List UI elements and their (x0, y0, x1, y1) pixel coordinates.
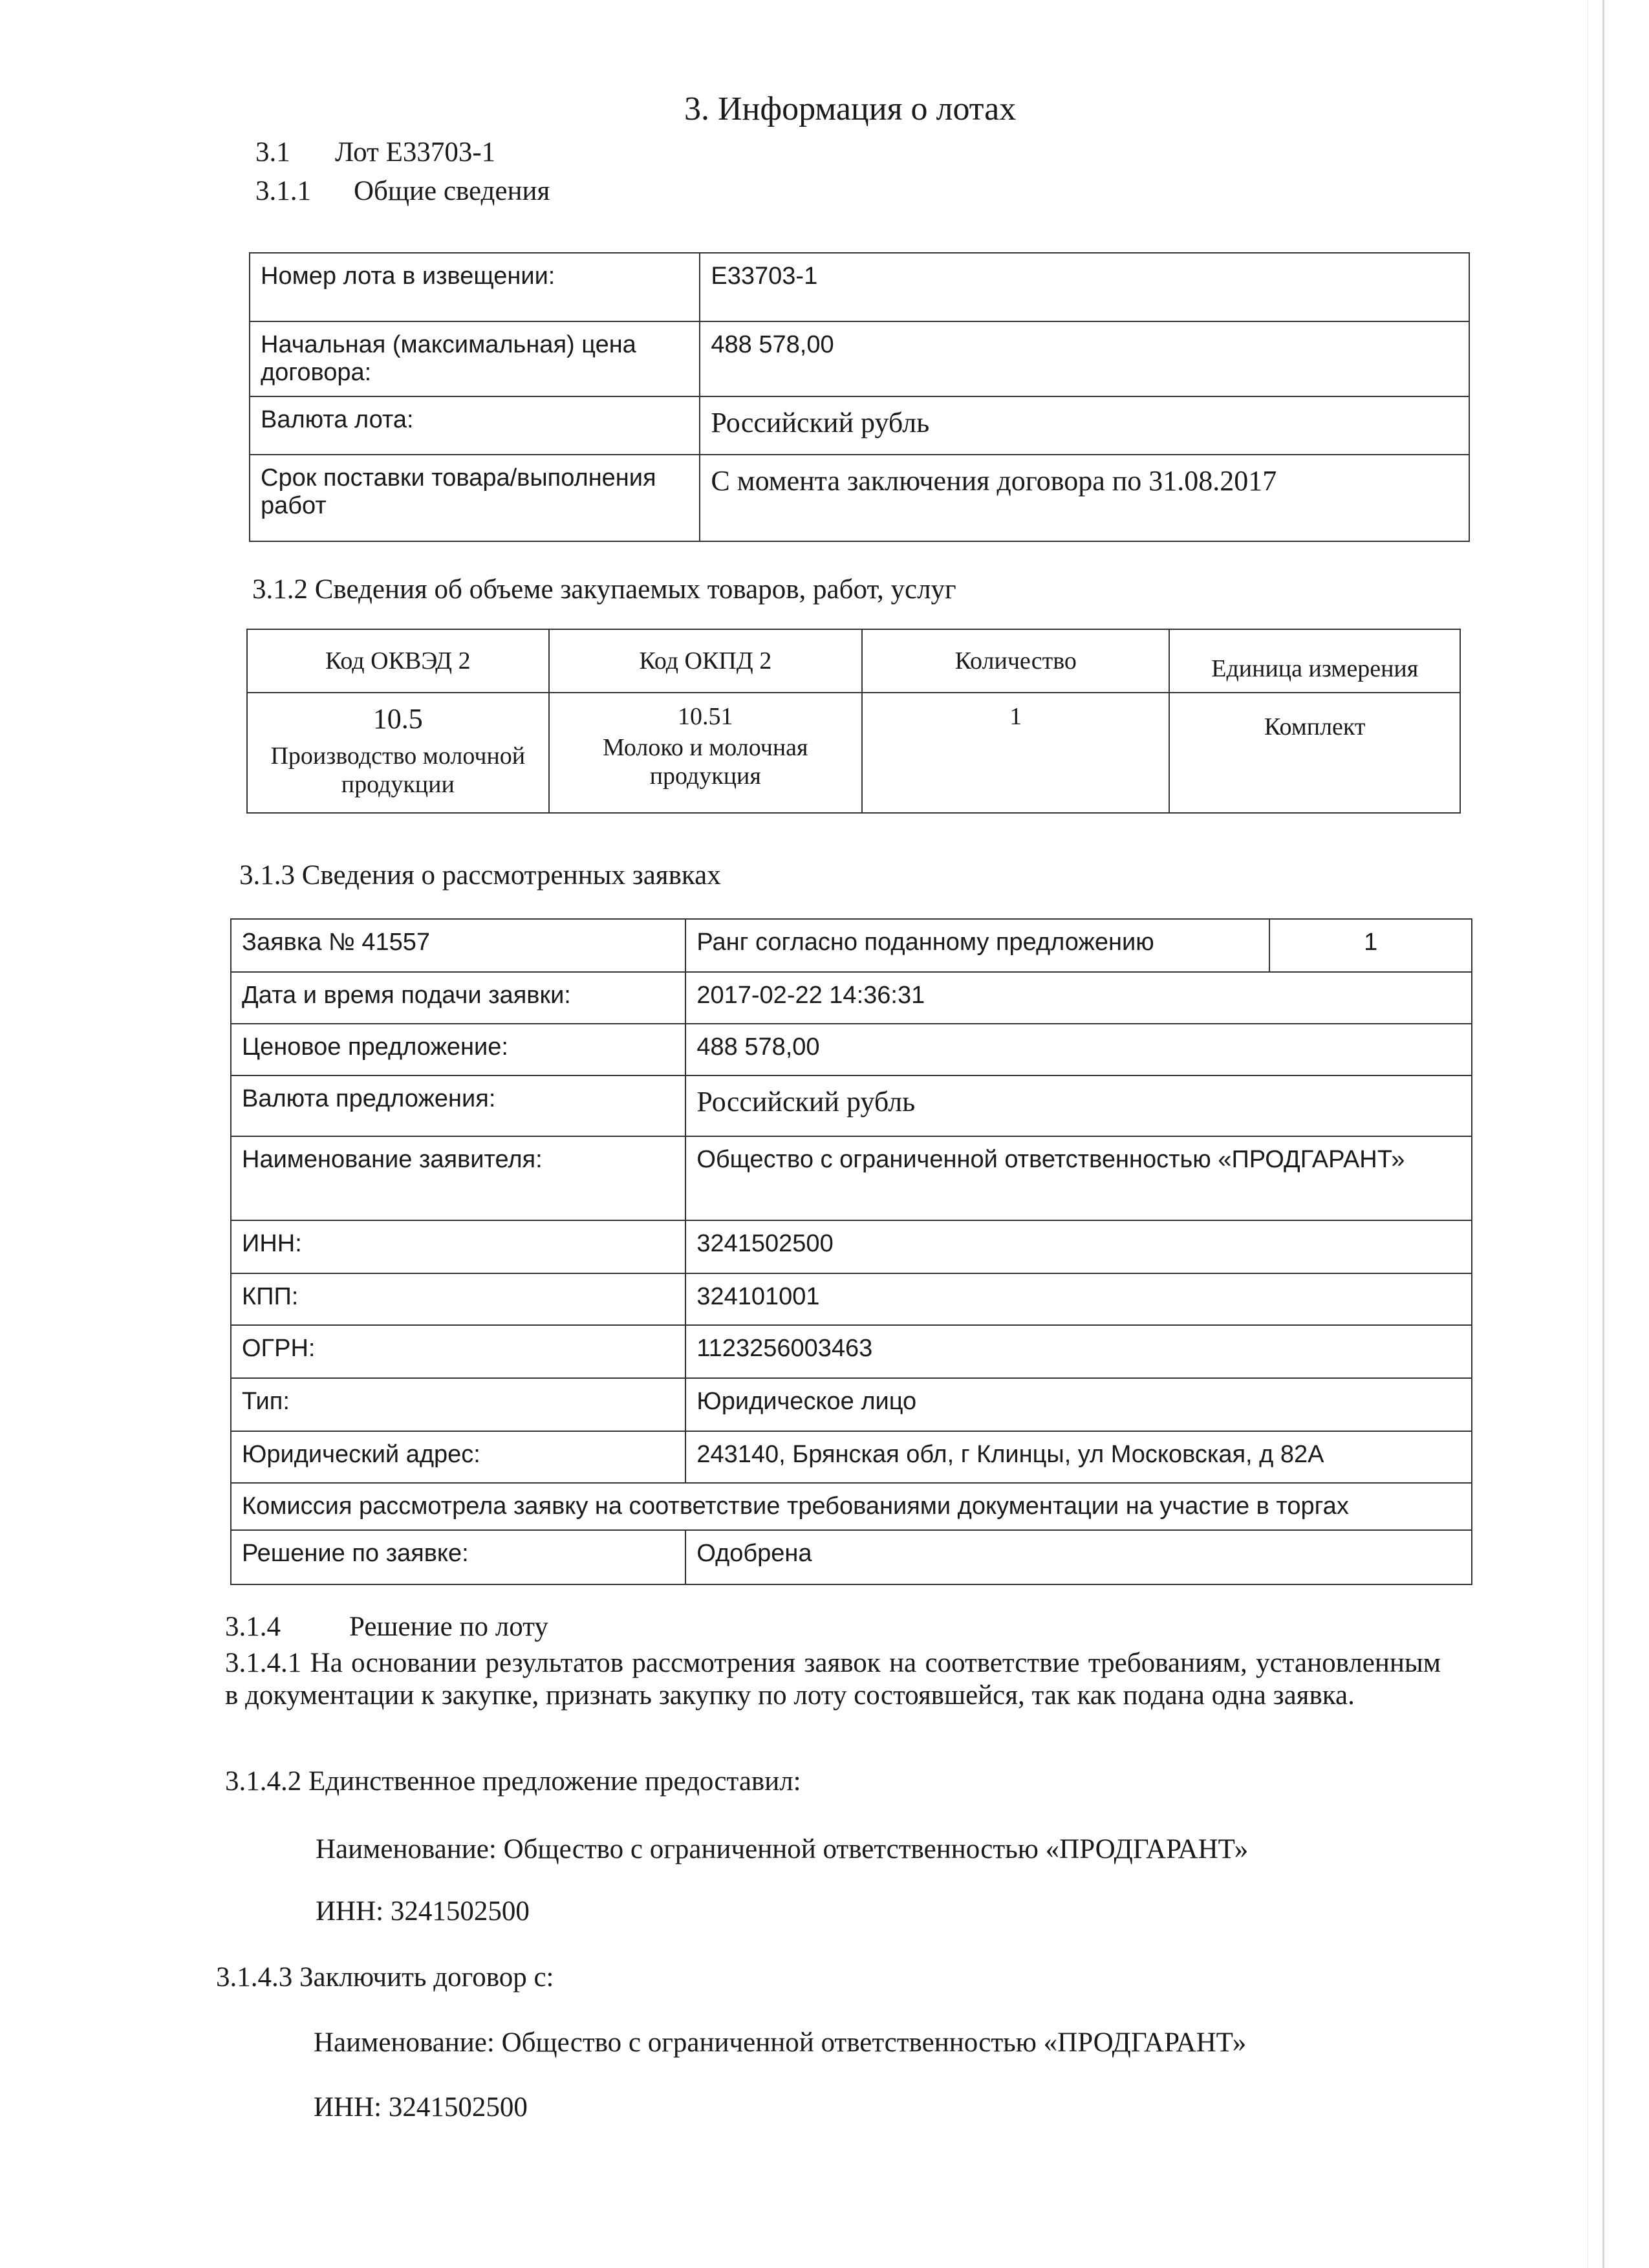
legal-address-label: Юридический адрес: (231, 1431, 685, 1483)
lot-currency-label: Валюта лота: (250, 396, 700, 455)
lot-number-label: Номер лота в извещении: (250, 253, 700, 321)
delivery-term-label: Срок поставки товара/выполнения работ (250, 455, 700, 541)
max-price-label: Начальная (максимальная) цена договора: (250, 321, 700, 396)
quantity-value: 1 (862, 693, 1169, 813)
okpd-name: Молоко и молочная продукция (603, 734, 808, 790)
decision-2-name: Наименование: Общество с ограниченной ответственностью «ПРОДГАРАНТ» (316, 1834, 1249, 1864)
scan-edge (1602, 0, 1604, 2268)
ogrn-value: 1123256003463 (685, 1325, 1472, 1378)
delivery-term-value: С момента заключения договора по 31.08.2017 (700, 455, 1469, 541)
max-price-value: 488 578,00 (700, 321, 1469, 396)
volume-table (246, 629, 1461, 814)
table-row (250, 455, 1469, 541)
unit-value: Комплект (1169, 693, 1460, 813)
kpp-label: КПП: (231, 1273, 685, 1325)
table-row (231, 1483, 1472, 1530)
decision-heading-text: Решение по лоту (349, 1612, 548, 1642)
table-row (231, 1325, 1472, 1378)
volume-heading: 3.1.2 Сведения об объеме закупаемых товаров, работ, услуг (252, 574, 956, 605)
submit-date-label: Дата и время подачи заявки: (231, 972, 685, 1024)
general-info-table (249, 252, 1470, 542)
general-heading-text: Общие сведения (354, 176, 550, 206)
lot-currency-value: Российский рубль (700, 396, 1469, 455)
table-row (231, 1220, 1472, 1273)
table-row (250, 321, 1469, 396)
decision-value: Одобрена (685, 1530, 1472, 1584)
decision-3-name: Наименование: Общество с ограниченной ответственностью «ПРОДГАРАНТ» (314, 2027, 1247, 2058)
kpp-value: 324101001 (685, 1273, 1472, 1325)
lot-heading-text: Лот Е33703-1 (335, 137, 496, 167)
general-heading-number: 3.1.1 (255, 176, 311, 206)
decision-2-heading: 3.1.4.2 Единственное предложение предоставил: (225, 1766, 801, 1797)
applicant-name-value: Общество с ограниченной ответственностью «ПРОДГАРАНТ» (685, 1136, 1472, 1220)
table-row (231, 919, 1472, 972)
submit-date-value: 2017-02-22 14:36:31 (685, 972, 1472, 1024)
okpd-header: Код ОКПД 2 (549, 629, 862, 693)
decision-3-heading: 3.1.4.3 Заключить договор с: (216, 1962, 554, 1993)
table-row (231, 1024, 1472, 1075)
table-row (250, 253, 1469, 321)
applicant-name-label: Наименование заявителя: (231, 1136, 685, 1220)
section-title: 3. Информация о лотах (684, 91, 1017, 127)
okpd-code: 10.51 (678, 703, 733, 730)
table-row (247, 693, 1460, 813)
okved-header: Код ОКВЭД 2 (247, 629, 549, 693)
table-row (231, 1075, 1472, 1136)
okved-code: 10.5 (372, 703, 423, 735)
lot-heading-number: 3.1 (255, 137, 290, 167)
rank-value: 1 (1269, 919, 1472, 972)
commission-note: Комиссия рассмотрела заявку на соответствие требованиями документации на участие в торгах (231, 1483, 1472, 1530)
table-row (231, 1273, 1472, 1325)
price-offer-value: 488 578,00 (685, 1024, 1472, 1075)
rank-label: Ранг согласно поданному предложению (685, 919, 1269, 972)
table-row (231, 1431, 1472, 1483)
okved-name: Производство молочной продукции (270, 742, 526, 798)
decision-2-inn: ИНН: 3241502500 (316, 1896, 530, 1927)
decision-paragraph-1: 3.1.4.1 На основании результатов рассмотрения заявок на соответствие требованиям, установленным в документации к закупке, признать закупку по лоту состоявшейся, так как подана одна заявка. (225, 1648, 1441, 1711)
decision-label: Решение по заявке: (231, 1530, 685, 1584)
table-header-row (247, 629, 1460, 693)
inn-value: 3241502500 (685, 1220, 1472, 1273)
table-row (250, 396, 1469, 455)
type-label: Тип: (231, 1378, 685, 1431)
table-row (231, 1378, 1472, 1431)
decision-3-inn: ИНН: 3241502500 (314, 2092, 528, 2122)
legal-address-value: 243140, Брянская обл, г Клинцы, ул Московская, д 82А (685, 1431, 1472, 1483)
table-row (231, 1530, 1472, 1584)
table-row (231, 1136, 1472, 1220)
application-number: Заявка № 41557 (231, 919, 685, 972)
unit-header: Единица измерения (1169, 629, 1460, 693)
decision-heading-number: 3.1.4 (225, 1612, 281, 1642)
quantity-header: Количество (862, 629, 1169, 693)
inn-label: ИНН: (231, 1220, 685, 1273)
offer-currency-value: Российский рубль (685, 1075, 1472, 1136)
ogrn-label: ОГРН: (231, 1325, 685, 1378)
applications-heading: 3.1.3 Сведения о рассмотренных заявках (239, 860, 721, 891)
price-offer-label: Ценовое предложение: (231, 1024, 685, 1075)
lot-number-value: Е33703-1 (700, 253, 1469, 321)
table-row (231, 972, 1472, 1024)
offer-currency-label: Валюта предложения: (231, 1075, 685, 1136)
application-table (230, 918, 1472, 1585)
type-value: Юридическое лицо (685, 1378, 1472, 1431)
